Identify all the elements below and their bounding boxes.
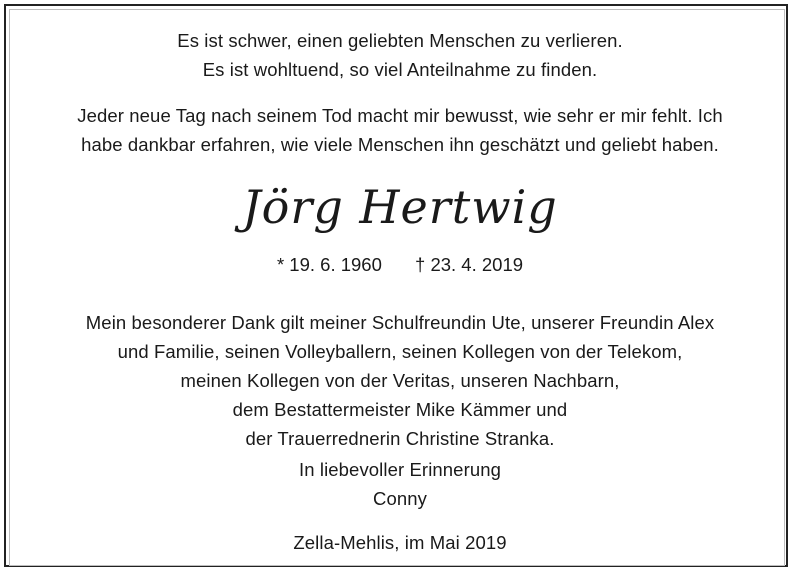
memory-line: In liebevoller Erinnerung	[298, 459, 501, 480]
place-date: Zella-Mehlis, im Mai 2019	[293, 532, 507, 553]
intro-line-1: Jeder neue Tag nach seinem Tod macht mir bewusst, wie sehr er mir fehlt. Ich	[77, 105, 723, 126]
quote-line-1: Es ist schwer, einen geliebten Menschen zu verlieren.	[177, 30, 623, 51]
memory-block	[0, 455, 800, 513]
thanks-line-2: und Familie, seinen Volleyballern, seinen Kollegen von der Telekom,	[117, 341, 683, 362]
signature-name: Conny	[373, 488, 427, 509]
intro-line-2: habe dankbar erfahren, wie viele Menschen ihn geschätzt und geliebt haben.	[81, 134, 719, 155]
thanks-line-3: meinen Kollegen von der Veritas, unseren Nachbarn,	[180, 370, 620, 391]
quote-line-2: Es ist wohltuend, so viel Anteilnahme zu finden.	[202, 59, 598, 80]
birth-date: * 19. 6. 1960	[276, 254, 382, 275]
thanks-block	[0, 308, 800, 453]
thanks-line-5: der Trauerrednerin Christine Stranka.	[245, 428, 555, 449]
thanks-line-1: Mein besonderer Dank gilt meiner Schulfreundin Ute, unserer Freundin Alex	[85, 312, 715, 333]
death-date: † 23. 4. 2019	[415, 254, 524, 275]
thanks-line-4: dem Bestattermeister Mike Kämmer und	[232, 399, 568, 420]
life-dates	[0, 250, 800, 279]
intro-block	[0, 101, 800, 159]
deceased-name: Jörg Hertwig	[242, 180, 558, 234]
quote-block	[0, 26, 800, 84]
